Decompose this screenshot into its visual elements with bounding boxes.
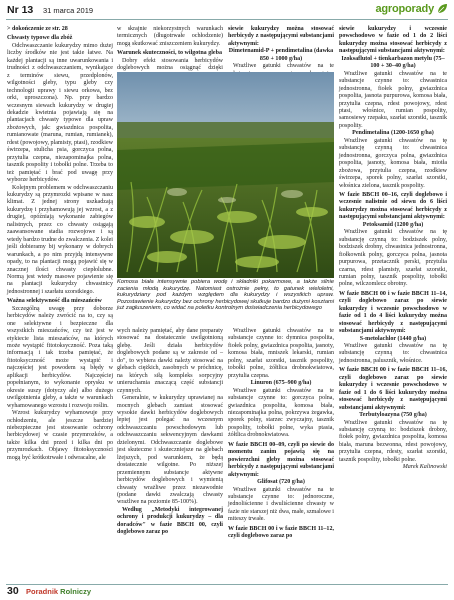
paragraph: siewie kukurydzy i wczesnie powschodowo w fazie od 1 do 2 liści kukurydzy można stosować herbicydy z następującymi substancjami aktywnymi: <box>339 26 447 55</box>
paragraph: Wrażliwe gatunki chwastów na te substancje czynne to: gorczyca polna, gwiazdnica pospolita, komosa biała, niezapominajka polna, pokrzywa żegawka, sporek polny, starzec zwyczajny, tasznik pospolity, tobołki polne, wyka ptasia, żółtlica drobnokwiatowa. <box>228 387 334 439</box>
subheading-cereal-weeds: Chwasty typowe dla zbóż <box>7 35 73 42</box>
header-rule <box>6 19 448 20</box>
leaf-logo-icon <box>436 3 448 15</box>
paragraph: Wrażliwe gatunki chwastów na te substancje czynne to: dymnica pospolita, fiołek polny, gwiazdnica pospolita, jasnoty, komosa biała, mniszek lekarski, rumian polny, szarłat szorstki, tasznik pospolity, tobołki polne, żółtlica drobnokwiatowa, przytulia czepna. <box>228 328 334 379</box>
issue-number: Nr 13 <box>7 4 34 16</box>
footer-rule <box>6 584 448 585</box>
page-header <box>0 0 454 24</box>
page-footer <box>0 584 454 600</box>
weed-field-photo <box>117 72 334 278</box>
column-4 <box>339 26 447 472</box>
column-1 <box>7 26 113 462</box>
paragraph: wych należy pamiętać, aby dane preparaty stosować na dostatecznie uwilgotnioną glebę. Jeśli działa herbicydów doglebowych podane są w zakresie od – do", to wybiera dawki należy stosować na glebach ciężkich, zasobnych w próchnicę, na których siłą kompleks sorpcyjny unieruchamia znaczącą część substancji czynnych. <box>117 328 223 394</box>
publication-name-b: Rolniczy <box>58 587 92 596</box>
publication-name <box>26 587 91 596</box>
paragraph: Szczególną uwagę przy doborze herbicydów należy zwrócić na to, czy są one selektywne i bezpieczne dla wszystkich mieszańców, czy też jest w etykiecie lista mieszańców, na których może wystąpić fitotoksyczność. Poza taką informacją i tak trzeba pamiętać, że fitotoksyczność może wystąpić i najczęściej jest powodem są błędy w aplikacji herbicydów. Najczęściej popełnianym, to wykonanie oprysku w okresie suszy (dotyczy ale) albo dużego uwilgotnienia gleby, a także w warunkach wyhamowanego wzrostu i rozwoju roślin. <box>7 305 113 409</box>
page-number: 30 <box>7 585 19 597</box>
subheading-moist-soil: Warunek skuteczności, to wilgotna gleba <box>117 50 222 57</box>
active-substance: S-metolachlor (1440 g/ha) <box>359 335 427 342</box>
subheading-selectivity: Ważna selektywność dla mieszańców <box>7 298 102 305</box>
paragraph: Odchwaszczanie kukurydzy mimo dużej liczby środków nie jest takie łatwe. Na każdej plantacji są inne uwarunkowania i trudności z odchwaszczaniem, wynikające z terminów siewu, przedplonów, wilgotności gleby, typu gleby czy technologii uprawy i siewu orkowa, bez orki, uproszczona). Np. przy bardzo wczesnym siewach kukurydzy w drugiej dekadzie kwietnia pojawiają się na plantacjach chwasty typowe dla upraw zbożowych, jak: gwiazdnica pospolita, rumianowate (maruna, rumian, rumianek), rdest (powojowy, plamisty, ptasi), rzodkiew świrzepa, stulicha psia, gorczyca polna, przytulia czepna, niezapominajka polna, tasznik pospolity i tobołki polne. Trzeba to też pamiętać i brać pod uwagę przy wyborze herbicydów. <box>7 42 113 184</box>
paragraph: Wrażliwe gatunki chwastów na te <box>233 63 334 70</box>
active-substance: Dimetenamid-P + pendimetalina (dawka 850 + 1000 g/ha) <box>228 48 334 62</box>
paragraph: w skrajnie niekorzystnych warunkach termicznych (długotrwałe ochłodzenie) mogą skutkować zniszczeniem kukurydzy. <box>117 26 223 47</box>
photo-caption: Komosa biała intensywnie pobiera wodę i składniki pokarmowe, a także silnie zacienia młodą kukurydzę. Natomiast ostrożnie pełny, to gatunek wieloletni, kukurydziany pod każdym względem dla kukurydzy i wszystkich upraw. Pozostawienie kukurydzy bez ochrony herbicydowej skutkuje bardzo dużymi kosztami już zagłuszeniem, co widać na poletku kontrolnym doświadczenia herbicydowego <box>117 279 334 312</box>
section-brand: agroporady <box>375 3 434 15</box>
publication-name-a: Poradnik <box>26 587 59 596</box>
paragraph: Wrażliwe gatunki chwastów na tę substancję czynną to: bodziszek polny, bodziszek drobny, chwastnica jednostronna, fiołkownik polny, gorczyca polna, jasnota purpurowa, przetacznik perski, przytulia czarna, rdest plamisty, szarłat szorstki, rumian polny, tasznik pospolity, tobołki polne, wilczomlecz obrotny. <box>339 229 447 288</box>
column-2-bottom <box>117 328 223 537</box>
subheading-phase: W fazie BBCH 00–16, czyli doglebowo i wczesnie nalistnie od siewu do 6 liści kukurydzy można stosować herbicydy z następującymi substancjami aktywnymi: <box>339 191 447 221</box>
paragraph: Według „Metodyki integrowanej ochrony i produkcji kukurydzy – dla doradców" w fazie BBCH 00, czyli doglebowo zaraz po <box>117 506 223 536</box>
paragraph: Wrażliwe gatunki chwastów na te substancje czynne to: chwastnica jednostronna, fiołek polny, gwiazdnica pospolita, jasnota purpurowa, komosa biała, przytulia czepna, rdest powojowy, rdest ptasi, włośnice, rumian pospolity, samosiewy rzepaku, szarłat szorstki, tasznik pospolity. <box>339 70 447 129</box>
subheading-phase: W fazie BBCH 00 i w fazie BBCH 11–14, czyli doglebowo zaraz po siewie kukurydzy i wczesnie powschodowo w fazie od 1 do 4 liści kukurydzy można stosować herbicydy z następującymi substancjami aktywnymi: <box>339 290 447 335</box>
active-substance: Terbutyloazyna (750 g/ha) <box>359 412 427 419</box>
paragraph: Kolejnym problemem w odchwaszczaniu kukurydzy są przymrozki wpisane w nasz klimat. Z jednej strony uszkadzają kukurydzę i przyhamowują jej wzrost, a z drugiej, opóźniają wykonanie zabiegów nalistnych, przez co chwasty osiągają zaawansowane stadia rozwojowe i są wtedy bardzo trudne do zwalczenia. Z kolei jeśli dobieramy bij wykonany w dobrych warunkach, a po nim przyjdą intensywne opady, to na plantacji mogą pojawić się w znacznej ilości chwasty ciepłolubne. Normą jest wtedy masowe pojawienie się na plantacji kukurydzy chwastnicy jednostronnej i szarłatu szorstkiego. <box>7 184 113 295</box>
paragraph: Wrażliwe gatunki chwastów na tę substancję czynną to: chwastnica jednostronna, gorczyca polna, gwiazdnica pospolita, jasnoty, komosa biała, miotła zbożowa, przytulia czepna, rzodkiew świrzepa, sporek polny, szarłat szorstki, włośnica zielona, tasznik pospolity. <box>339 137 447 189</box>
active-substance: Linuron (675–900 g/ha) <box>250 380 312 387</box>
active-substance: Glifosat (720 g/ha) <box>257 479 305 486</box>
paragraph: Wrażliwe gatunki chwastów na te substancje czynne to: jednoroczne, jednoliścienne i dwuliścienne chwasty w fazie nie starszej niż dwa, małe, szmalowe i miteszy trwałe. <box>228 486 334 523</box>
author-signature: Marek Kalinowski <box>402 464 447 471</box>
active-substance: Izoksaflutol + tienkarbazon metylu (75–100 + 30–40 g/ha) <box>341 55 445 70</box>
paragraph: Dobry efekt stosowania herbicydów doglebowych można osiągnąć dzięki <box>117 57 223 72</box>
paragraph: Generalnie, w kukurydzy uprawianej na mocnych glebach zamiast stosować wysokie dawki herbicydów doglebowych lepiej jest polegać na wczesnym odchwaszczaniu powschodowym lub odchwaszczaniu sekwencyjnym dawkami dzielonymi. Odchwaszczanie doglebowe jest skuteczne i skuteczniejsze na glebach lżejszych, pod warunkiem, że będą dostatecznie wilgotne. Po niższej przemiennym substancje aktywne herbicydów doglebowych i wymienią chwasty wrażliwe przez niezawodnie (podane dawki zwalczają chwasty wrażliwe na poziomie 85-100%). <box>117 395 223 506</box>
active-substance: Petoksamid (1200 g/ha) <box>362 221 424 228</box>
paragraph: Wzrost kukurydzy wyhamowuje przy ochłodzeniu, ale jeszcze bardziej niebezpieczne jest stosowanie ochrony herbicydowej w czasie przymrozków, a także kilka dni przed i kilka dni po przymrozkach. Objawy fitotoksyczności mogą być krótkotrwałe i odwracalne, ale <box>7 410 113 461</box>
paragraph: Wrażliwe gatunki chwastów na tę substancję czynną to: bodziszek drobny, fiołek polny, gwiazdnica pospolita, komosa biała, maruna bezwonna, rdest powojowy, przytulia czepna, rdesty, szarłat szorstki, tasznik pospolity, tobołki polne. <box>339 419 447 463</box>
subheading-phase: W fazie BBCH 00–09, czyli po siewie do momentu zanim pojawią się na powierzchni gleby można stosować herbicydy z następującymi substancjami aktywnymi: <box>228 441 334 478</box>
continuation-note: > dokończenie ze str. 28 <box>7 26 68 32</box>
active-substance: Pendimetalina (1200-1650 g/ha) <box>352 130 434 137</box>
subheading-phase: W fazie BBCH 00 i w fazie BBCH 11–16, czyli doglebowo zaraz po siewie kukurydzy i wczesnie powschodowo w fazie od 1 do 6 liści kukurydzy można stosować herbicydy z następującymi substancjami aktywnymi: <box>339 367 447 411</box>
column-3-bottom <box>228 328 334 541</box>
subheading-phase: W fazie BBCH 00 i w fazie BBCH 11–12, czyli doglebowo zaraz po <box>228 525 334 540</box>
corn-field-image <box>117 72 334 278</box>
paragraph: Wrażliwe gatunki chwastów na tę substancję czynną to: chwastnica jednostronna, palusznik, włośnice. <box>339 343 447 364</box>
paragraph: siewie kukurydzy można stosować herbicydy z następującymi substancjami aktywnymi: <box>228 26 334 47</box>
issue-date: 31 marca 2019 <box>43 6 94 15</box>
